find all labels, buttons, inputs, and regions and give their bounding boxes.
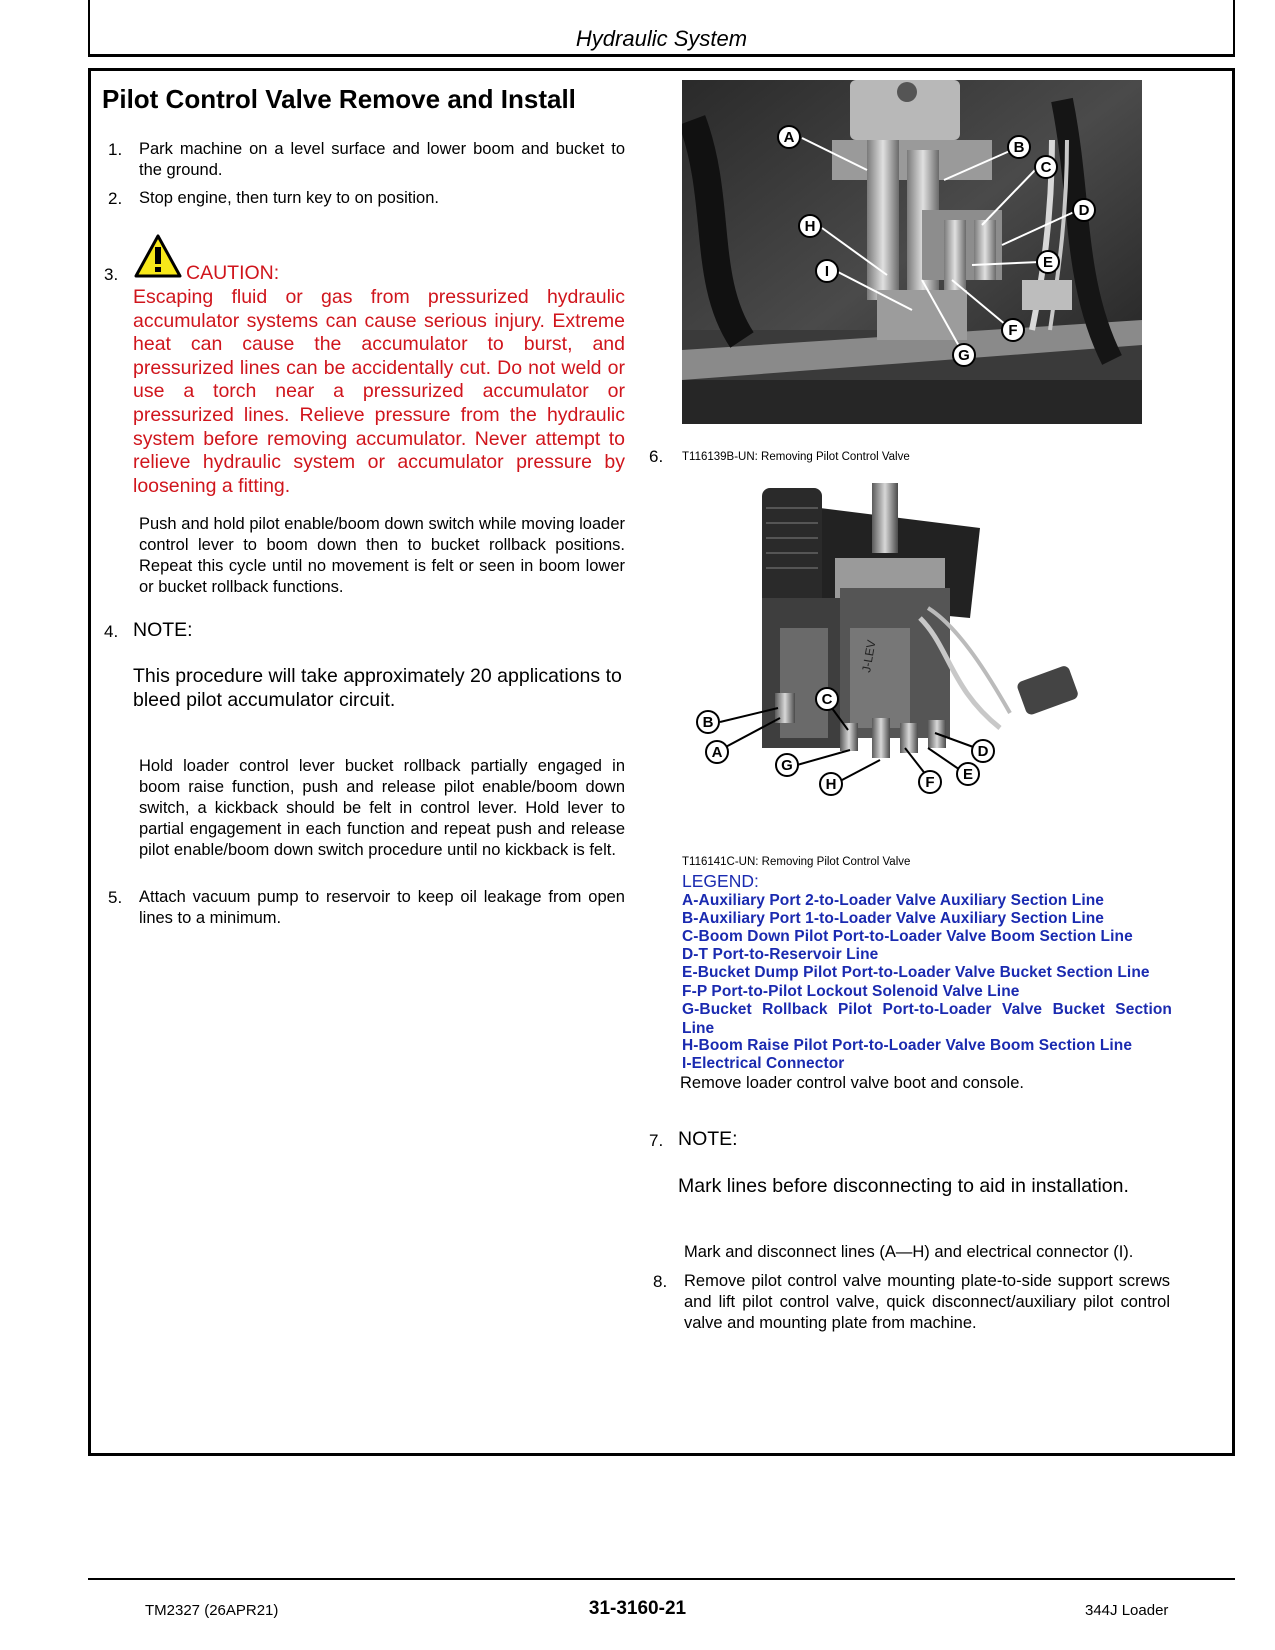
step-8-text: Remove pilot control valve mounting plate-to-side support screws and lift pilot control valve, quick disconnect/auxiliary pilot control valve and mounting plate from machine. [684, 1272, 1170, 1332]
caution-text: Escaping fluid or gas from pressurized hydraulic accumulator systems can cause serious injury. Extreme heat can cause the accumulator to burst, and pressurized lines can be accidentally cut. Do not weld or use a torch near a pressurized accumulator or pressurized lines. Relieve pressure from the hydraulic system before removing accumulator. Never attempt to relieve hydraulic system or accumulator pressure by loosening a fitting. [133, 286, 625, 497]
fig2-label-h: H [825, 776, 837, 793]
fig1-label-d: D [1078, 202, 1090, 219]
caution-label: CAUTION: [186, 262, 280, 284]
fig1-label-a: A [783, 129, 795, 146]
step-3-text: Push and hold pilot enable/boom down switch while moving loader control lever to boom down then to bucket rollback positions. Repeat this cycle until no movement is felt or seen in boom lower or bucket rollback functions. [139, 515, 625, 596]
note-4-label: NOTE: [133, 619, 193, 641]
fig1-label-i: I [824, 263, 830, 280]
fig2-label-e: E [962, 766, 974, 783]
legend-item-b: B-Auxiliary Port 1-to-Loader Valve Auxiliary Section Line [682, 910, 1105, 927]
header-title: Hydraulic System [575, 26, 748, 51]
step-7-text: Mark and disconnect lines (A—H) and electrical connector (I). [684, 1243, 1134, 1261]
step-5-number: 5. [108, 888, 123, 907]
step-1-text: Park machine on a level surface and lower boom and bucket to the ground. [139, 140, 625, 179]
figure-1-caption: T116139B-UN: Removing Pilot Control Valve [682, 451, 910, 463]
legend-item-a: A-Auxiliary Port 2-to-Loader Valve Auxiliary Section Line [682, 892, 1105, 909]
fig2-valve-text: J-LEV [859, 638, 879, 674]
pilot-valve-photo-1 [682, 80, 1142, 424]
step-7-number: 7. [649, 1131, 664, 1150]
step-2-text: Stop engine, then turn key to on position. [139, 189, 439, 207]
figure-2-caption: T116141C-UN: Removing Pilot Control Valve [682, 856, 911, 868]
step-1-number: 1. [108, 140, 123, 159]
note-7-text: Mark lines before disconnecting to aid in installation. [678, 1175, 1129, 1197]
fig1-label-f: F [1008, 322, 1018, 339]
legend-item-i: I-Electrical Connector [682, 1055, 845, 1072]
fig1-label-g: G [958, 347, 970, 364]
legend-item-g: G-Bucket Rollback Pilot Port-to-Loader Valve Bucket Section Line [682, 1001, 1172, 1037]
warning-triangle-icon [134, 234, 182, 278]
legend-title: LEGEND: [682, 871, 759, 891]
legend-item-d: D-T Port-to-Reservoir Line [682, 946, 879, 963]
step-4-text: Hold loader control lever bucket rollback partially engaged in boom raise function, push and release pilot enable/boom down switch, a kickback should be felt in control lever. Hold lever to partial engagement in each function and repeat push and release pilot enable/boom down switch procedure until no kickback is felt. [139, 757, 625, 859]
footer-model: 344J Loader [1085, 1602, 1169, 1619]
fig1-label-e: E [1042, 254, 1054, 271]
step-6-text: Remove loader control valve boot and console. [680, 1074, 1024, 1092]
note-4-text: This procedure will take approximately 20 applications to bleed pilot accumulator circuit. [133, 665, 622, 711]
step-4-number: 4. [104, 622, 119, 641]
page-title: Pilot Control Valve Remove and Install [102, 84, 576, 114]
note-7-label: NOTE: [678, 1128, 738, 1150]
footer-page-number: 31-3160-21 [588, 1598, 687, 1619]
step-8-number: 8. [653, 1272, 668, 1291]
fig2-label-c: C [821, 691, 833, 708]
footer-doc-id: TM2327 (26APR21) [145, 1602, 279, 1619]
page-header [88, 0, 1235, 57]
fig2-label-a: A [711, 744, 723, 761]
fig2-label-g: G [781, 757, 793, 774]
legend-item-f: F-P Port-to-Pilot Lockout Solenoid Valve Line [682, 983, 1020, 1000]
step-5-text: Attach vacuum pump to reservoir to keep oil leakage from open lines to a minimum. [139, 888, 625, 927]
fig2-label-b: B [702, 714, 714, 731]
fig1-label-h: H [804, 218, 816, 235]
legend-item-h: H-Boom Raise Pilot Port-to-Loader Valve Boom Section Line [682, 1037, 1133, 1054]
step-3-number: 3. [104, 265, 119, 284]
fig1-label-c: C [1040, 159, 1052, 176]
step-2-number: 2. [108, 189, 123, 208]
legend-item-c: C-Boom Down Pilot Port-to-Loader Valve Boom Section Line [682, 928, 1133, 945]
step-6-number: 6. [649, 447, 664, 466]
legend-item-e: E-Bucket Dump Pilot Port-to-Loader Valve Bucket Section Line [682, 964, 1150, 981]
fig1-label-b: B [1013, 139, 1025, 156]
fig2-label-f: F [925, 774, 935, 791]
footer-rule [88, 1578, 1235, 1580]
pilot-valve-photo-2 [690, 478, 1090, 808]
fig2-label-d: D [977, 743, 989, 760]
